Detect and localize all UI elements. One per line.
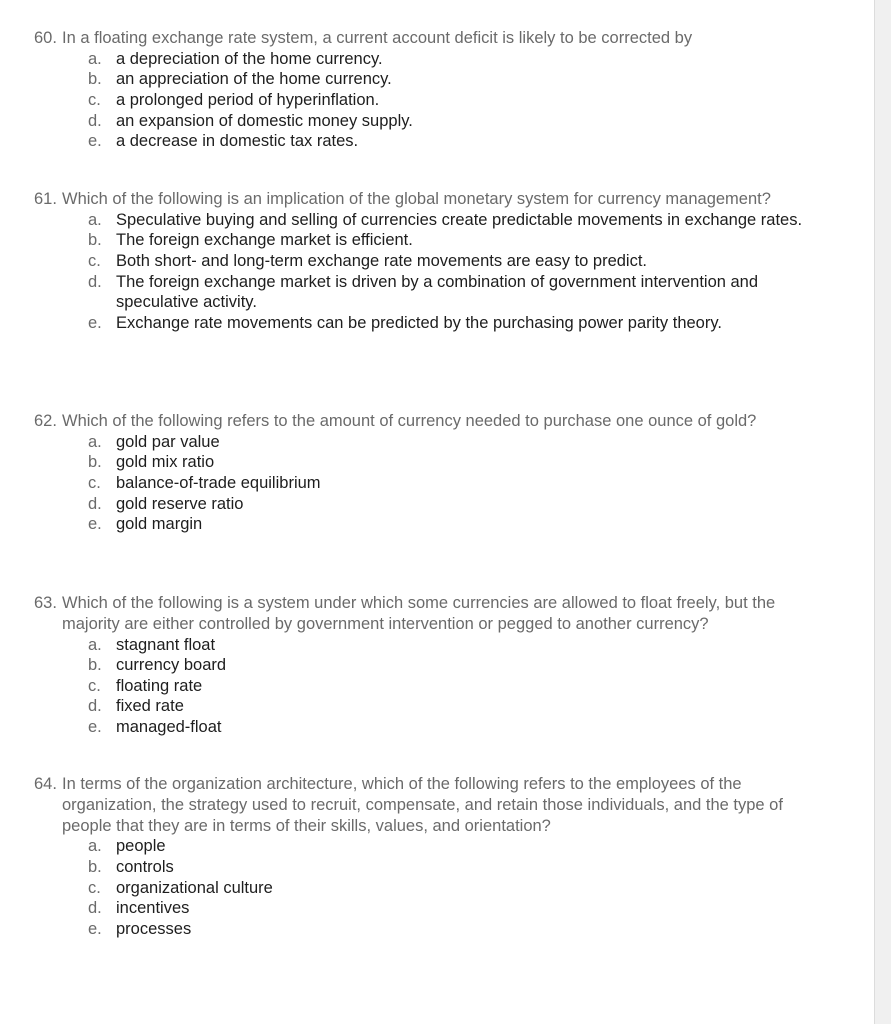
option-letter: e. — [88, 132, 102, 151]
option-letter: b. — [88, 453, 102, 472]
option-text: stagnant float — [116, 635, 216, 654]
answer-options — [34, 432, 834, 535]
option-text: organizational culture — [116, 878, 273, 897]
option-text: The foreign exchange market is driven by a combination of government intervention and speculative activity. — [116, 272, 759, 312]
question-61 — [34, 189, 834, 333]
question-text: Which of the following is an implication of the global monetary system for currency management? — [62, 190, 771, 208]
option-text: an appreciation of the home currency. — [116, 70, 392, 89]
option-letter: a. — [88, 210, 102, 229]
option-text: processes — [116, 919, 192, 938]
answer-option-d — [34, 111, 834, 132]
option-letter: d. — [88, 111, 102, 130]
option-letter: c. — [88, 473, 101, 492]
option-text: Both short- and long-term exchange rate movements are easy to predict. — [116, 251, 648, 270]
question-stem — [34, 411, 834, 432]
option-text: The foreign exchange market is efficient. — [116, 231, 413, 250]
question-number: 61. — [34, 190, 57, 208]
question-number: 63. — [34, 594, 57, 612]
question-number: 60. — [34, 29, 57, 47]
option-text: a prolonged period of hyperinflation. — [116, 90, 380, 109]
option-text: controls — [116, 857, 174, 876]
answer-option-a — [34, 635, 834, 656]
option-letter: c. — [88, 90, 101, 109]
question-number: 64. — [34, 775, 57, 793]
question-text: In terms of the organization architecture, which of the following refers to the employees of the organization, the strategy used to recruit, compensate, and retain those individuals, and the type of people that they are in terms of their skills, values, and orientation? — [62, 775, 783, 835]
option-text: a decrease in domestic tax rates. — [116, 132, 359, 151]
answer-option-d — [34, 272, 834, 313]
answer-option-a — [34, 210, 834, 231]
option-letter: e. — [88, 717, 102, 736]
question-number: 62. — [34, 412, 57, 430]
answer-option-a — [34, 432, 834, 453]
option-letter: a. — [88, 49, 102, 68]
answer-option-a — [34, 836, 834, 857]
question-64 — [34, 774, 834, 939]
answer-option-c — [34, 90, 834, 111]
answer-option-b — [34, 69, 834, 90]
option-letter: d. — [88, 899, 102, 918]
option-text: floating rate — [116, 676, 203, 695]
question-62 — [34, 411, 834, 535]
answer-option-e — [34, 313, 834, 334]
option-letter: c. — [88, 251, 101, 270]
answer-options — [34, 49, 834, 152]
option-letter: d. — [88, 697, 102, 716]
option-text: fixed rate — [116, 697, 184, 716]
answer-options — [34, 635, 834, 738]
option-text: gold mix ratio — [116, 453, 215, 472]
option-letter: a. — [88, 837, 102, 856]
option-letter: b. — [88, 70, 102, 89]
option-letter: e. — [88, 515, 102, 534]
option-letter: b. — [88, 857, 102, 876]
option-letter: d. — [88, 272, 102, 291]
question-stem — [34, 28, 834, 49]
answer-option-e — [34, 919, 834, 940]
answer-option-e — [34, 717, 834, 738]
answer-option-a — [34, 49, 834, 70]
option-letter: e. — [88, 919, 102, 938]
option-letter: b. — [88, 231, 102, 250]
option-text: gold reserve ratio — [116, 494, 244, 513]
answer-option-b — [34, 655, 834, 676]
option-letter: a. — [88, 432, 102, 451]
question-63 — [34, 593, 834, 738]
option-text: a depreciation of the home currency. — [116, 49, 383, 68]
option-letter: b. — [88, 656, 102, 675]
question-60 — [34, 28, 834, 152]
question-stem — [34, 189, 834, 210]
answer-option-e — [34, 131, 834, 152]
option-text: balance-of-trade equilibrium — [116, 473, 321, 492]
answer-options — [34, 836, 834, 939]
option-letter: c. — [88, 878, 101, 897]
answer-option-d — [34, 696, 834, 717]
option-text: incentives — [116, 899, 190, 918]
question-text: Which of the following is a system under which some currencies are allowed to float freely, but the majority are either controlled by government intervention or pegged to another currency? — [62, 594, 776, 633]
question-text: Which of the following refers to the amount of currency needed to purchase one ounce of gold? — [62, 412, 757, 430]
option-letter: a. — [88, 635, 102, 654]
answer-option-c — [34, 878, 834, 899]
question-stem — [34, 593, 834, 635]
answer-option-c — [34, 473, 834, 494]
answer-option-d — [34, 898, 834, 919]
option-text: managed-float — [116, 717, 222, 736]
option-text: currency board — [116, 656, 227, 675]
answer-option-c — [34, 251, 834, 272]
option-letter: d. — [88, 494, 102, 513]
answer-option-b — [34, 857, 834, 878]
option-text: Speculative buying and selling of currencies create predictable movements in exchange rates. — [116, 210, 803, 229]
option-text: gold margin — [116, 515, 203, 534]
option-text: Exchange rate movements can be predicted by the purchasing power parity theory. — [116, 313, 722, 332]
option-letter: c. — [88, 676, 101, 695]
vertical-scrollbar[interactable] — [874, 0, 891, 1024]
answer-option-b — [34, 452, 834, 473]
answer-options — [34, 210, 834, 334]
option-text: gold par value — [116, 432, 220, 451]
answer-option-c — [34, 676, 834, 697]
question-text: In a floating exchange rate system, a current account deficit is likely to be corrected by — [62, 29, 693, 47]
answer-option-b — [34, 230, 834, 251]
option-text: people — [116, 837, 166, 856]
answer-option-d — [34, 494, 834, 515]
option-letter: e. — [88, 313, 102, 332]
question-stem — [34, 774, 834, 836]
option-text: an expansion of domestic money supply. — [116, 111, 413, 130]
answer-option-e — [34, 514, 834, 535]
